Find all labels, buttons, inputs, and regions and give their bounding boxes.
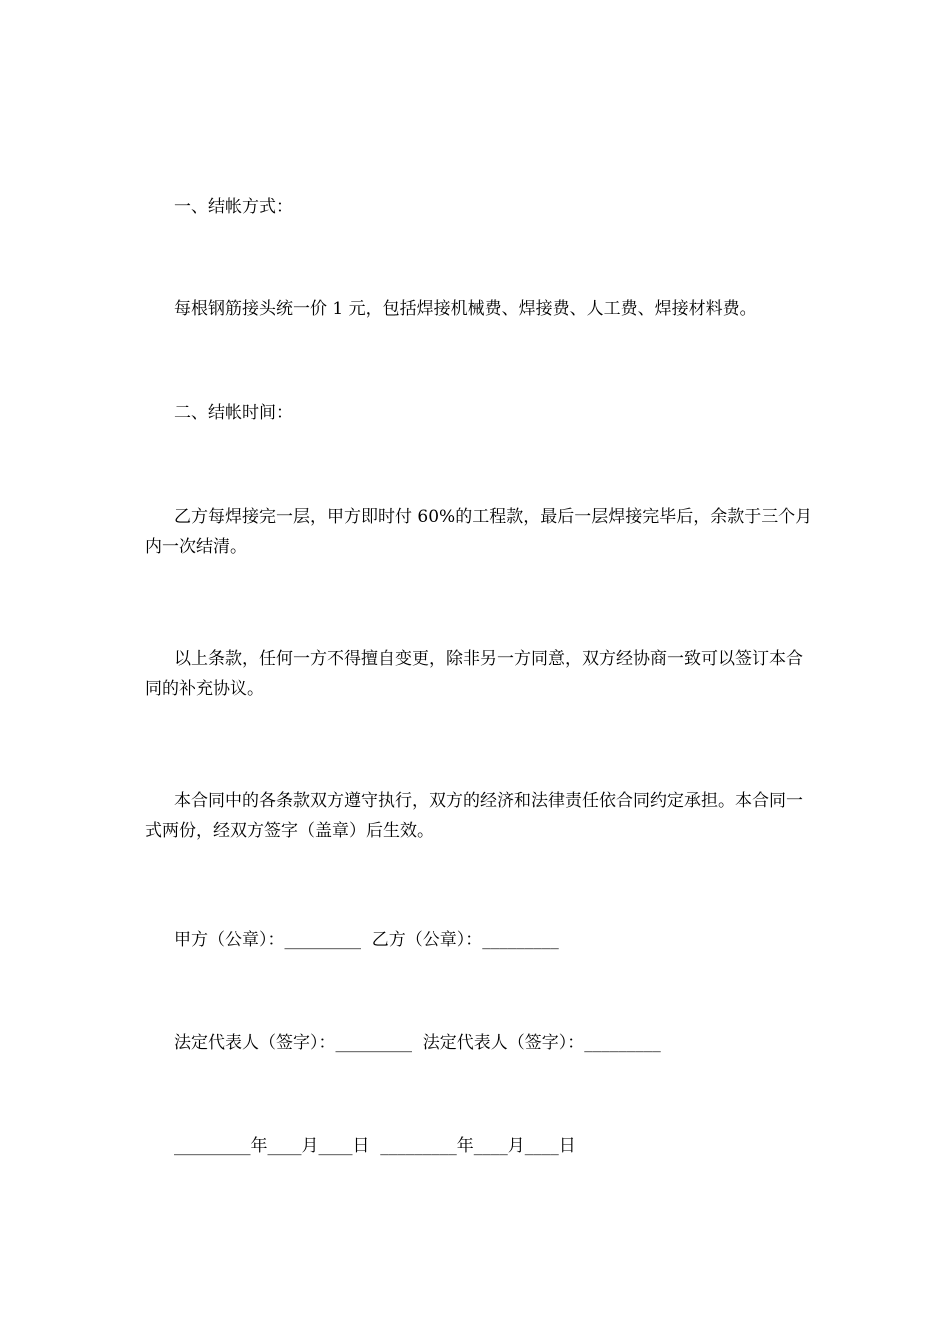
party-seal-line: 甲方（公章）：_________ 乙方（公章）：_________ xyxy=(174,930,559,950)
section2-heading: 二、结帐时间： xyxy=(174,403,293,423)
clause-change-paragraph: 以上条款，任何一方不得擅自变更，除非另一方同意，双方经协商一致可以签订本合同的补充协议。 xyxy=(145,649,803,699)
section1-body: 每根钢筋接头统一价 1 元，包括焊接机械费、焊接费、人工费、焊接材料费。 xyxy=(174,299,757,319)
signature-date-line: _________年____月____日 _________年____月____日 xyxy=(174,1136,576,1156)
legal-representative-line: 法定代表人（签字）：_________ 法定代表人（签字）：_________ xyxy=(174,1033,661,1053)
section2-body: 乙方每焊接完一层，甲方即时付 60%的工程款，最后一层焊接完毕后，余款于三个月内一次结清。 xyxy=(145,507,813,557)
clause-effect-paragraph: 本合同中的各条款双方遵守执行，双方的经济和法律责任依合同约定承担。本合同一式两份，经双方签字（盖章）后生效。 xyxy=(145,791,803,841)
section1-heading: 一、结帐方式： xyxy=(174,197,293,217)
